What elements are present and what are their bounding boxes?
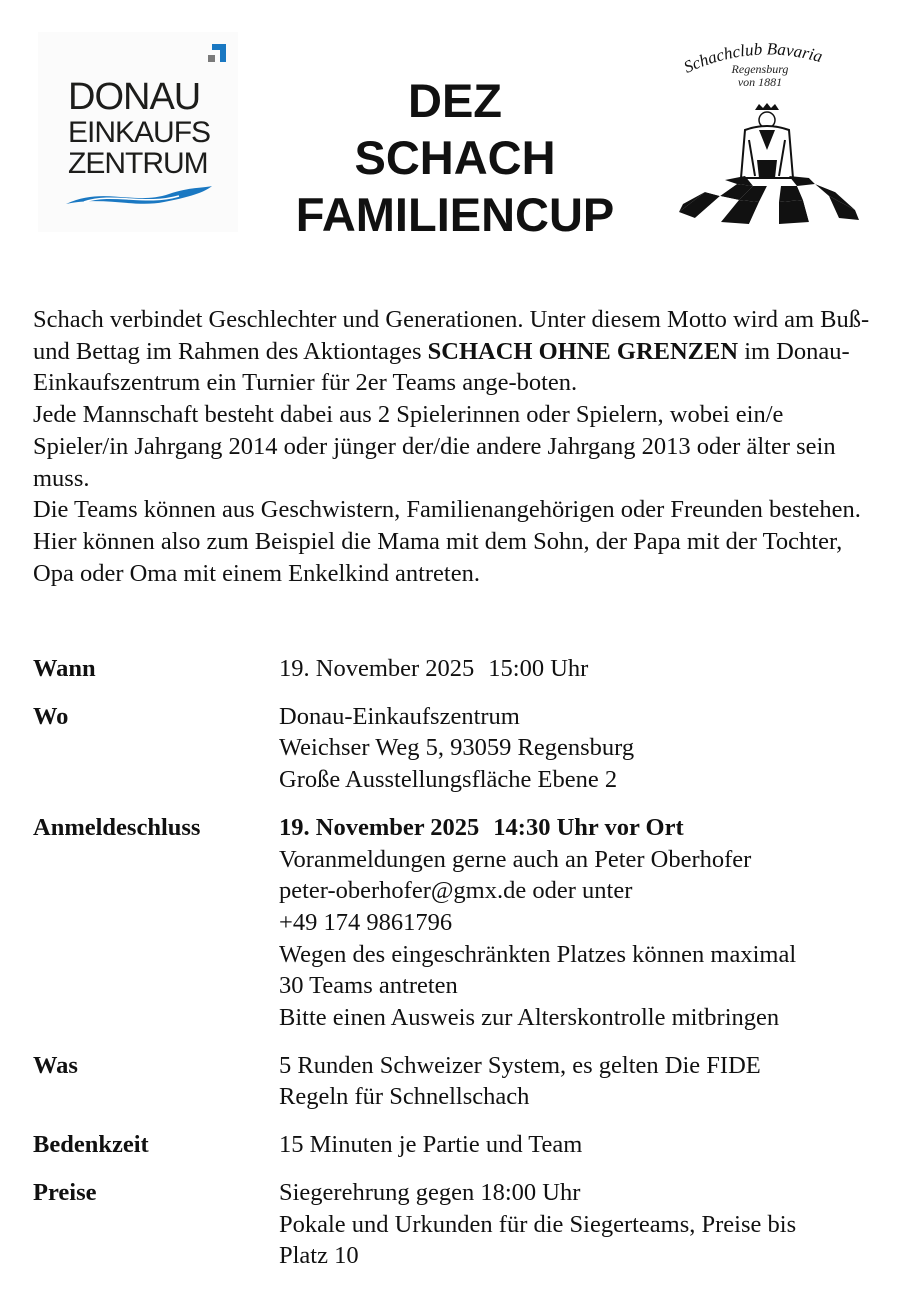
- schachclub-bavaria-logo: [675, 38, 860, 228]
- preregistration-note: Voranmeldungen gerne auch an Peter Oberhofer: [279, 845, 752, 873]
- capacity-teams: 30 Teams antreten: [279, 972, 458, 1000]
- prizes-line-2: Pokale und Urkunden für die Siegerteams, Preise bis: [279, 1210, 797, 1238]
- intro-text-part1: Schach verbindet Geschlechter und Generationen. Unter diesem Motto wird am Buß- und Bettag im Rahmen des Aktiontages: [33, 306, 870, 365]
- detail-row-wann: [33, 653, 873, 685]
- title-line-dez: DEZ: [408, 74, 502, 127]
- format-line-2: Regeln für Schnellschach: [279, 1083, 530, 1111]
- donau-einkaufszentrum-logo: [38, 32, 238, 232]
- contact-phone: +49 174 9861796: [279, 908, 453, 936]
- club-name-text: Schachclub Bavaria: [680, 39, 825, 77]
- capacity-note: Wegen des eingeschränkten Platzes können maximal: [279, 940, 797, 968]
- detail-value-preise: [279, 1177, 873, 1272]
- format-line-1: 5 Runden Schweizer System, es gelten Die FIDE: [279, 1051, 761, 1079]
- detail-value-anmeldeschluss: [279, 812, 873, 1034]
- intro-paragraph-3: Die Teams können aus Geschwistern, Familienangehörigen oder Freunden bestehen. Hier können also zum Beispiel die Mama mit dem Sohn, der Papa mit der Tochter, Opa oder Oma mit einem Enkelkind antreten.: [33, 496, 861, 587]
- detail-label-anmeldeschluss: Anmeldeschluss: [33, 813, 201, 841]
- detail-value-wann: [279, 653, 873, 685]
- detail-row-bedenkzeit: [33, 1129, 873, 1161]
- detail-label-was: Was: [33, 1051, 78, 1079]
- page-title: [270, 72, 640, 243]
- detail-label-preise: Preise: [33, 1178, 97, 1206]
- wave-icon: [64, 182, 214, 210]
- prizes-line-3: Platz 10: [279, 1242, 359, 1270]
- detail-row-anmeldeschluss: [33, 812, 873, 1034]
- logo-word-zentrum: ZENTRUM: [68, 147, 208, 180]
- event-time: 15:00 Uhr: [488, 655, 589, 682]
- title-line-schach: SCHACH: [354, 131, 556, 184]
- contact-email[interactable]: peter-oberhofer@gmx.de: [279, 877, 527, 905]
- detail-value-was: [279, 1050, 873, 1113]
- detail-row-preise: [33, 1177, 873, 1272]
- chess-king-board-icon: [675, 100, 860, 225]
- title-line-familiencup: FAMILIENCUP: [295, 188, 615, 241]
- deadline-time: 14:30 Uhr vor Ort: [493, 813, 684, 841]
- deadline-date: 19. November 2025: [279, 813, 480, 841]
- intro-text: [33, 304, 873, 589]
- detail-value-bedenkzeit: [279, 1129, 873, 1161]
- id-note: Bitte einen Ausweis zur Alterskontrolle mitbringen: [279, 1004, 780, 1032]
- venue-area: Große Ausstellungsfläche Ebene 2: [279, 766, 618, 794]
- event-details: [33, 653, 873, 1288]
- detail-row-was: [33, 1050, 873, 1113]
- club-city-name: Regensburg: [731, 62, 789, 76]
- detail-label-wann: Wann: [33, 655, 96, 682]
- intro-paragraph-1: [33, 304, 873, 399]
- event-date: 19. November 2025: [279, 655, 475, 682]
- detail-row-wo: [33, 701, 873, 796]
- event-name-bold: SCHACH OHNE GRENZEN: [427, 337, 739, 365]
- logo-word-donau: DONAU: [68, 76, 201, 118]
- logo-word-einkaufs: EINKAUFS: [68, 116, 211, 149]
- contact-email-suffix: oder unter: [526, 877, 633, 905]
- intro-text-part2: im Donau-Einkaufszentrum ein Turnier für 2er Teams ange-boten.: [33, 337, 850, 397]
- detail-value-wo: [279, 701, 873, 796]
- prizes-line-1: Siegerehrung gegen 18:00 Uhr: [279, 1178, 581, 1206]
- club-city: [675, 63, 845, 89]
- venue-name: Donau-Einkaufszentrum: [279, 702, 520, 730]
- intro-paragraph-2: Jede Mannschaft besteht dabei aus 2 Spielerinnen oder Spielern, wobei ein/e Spieler/in Jahrgang 2014 oder jünger der/die andere Jahrgang 2013 oder älter sein muss.: [33, 401, 836, 492]
- club-founded: von 1881: [737, 75, 783, 89]
- venue-address: Weichser Weg 5, 93059 Regensburg: [279, 734, 635, 762]
- detail-label-wo: Wo: [33, 702, 69, 730]
- header: [0, 0, 900, 270]
- detail-label-bedenkzeit: Bedenkzeit: [33, 1131, 149, 1159]
- time-control: 15 Minuten je Partie und Team: [279, 1131, 583, 1159]
- logo-square-mark-icon: [208, 44, 226, 62]
